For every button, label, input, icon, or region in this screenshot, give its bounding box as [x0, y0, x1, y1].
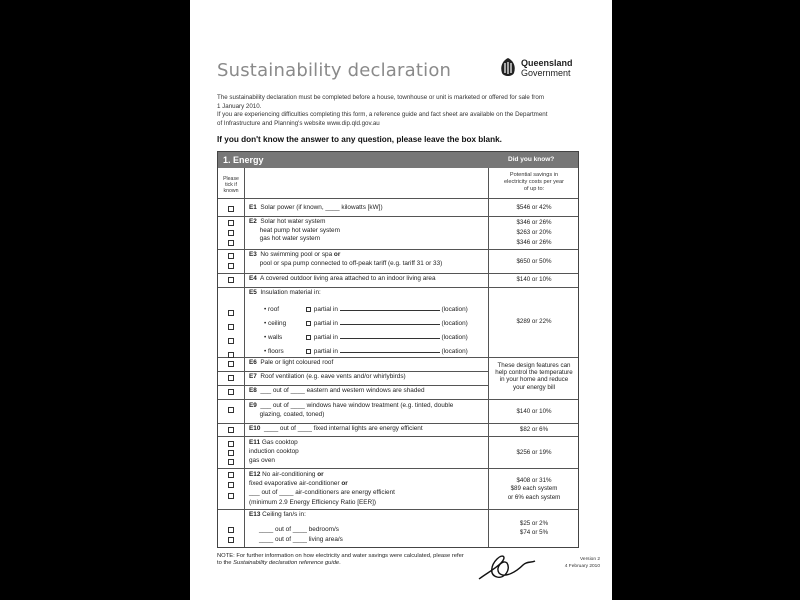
- row-divider: [218, 357, 578, 358]
- e13-living-checkbox[interactable]: [228, 537, 234, 543]
- row-divider: [218, 509, 578, 510]
- section-header: [218, 152, 578, 168]
- please-tick-header: [218, 176, 244, 194]
- insulation-label: • walls: [264, 334, 283, 341]
- item-text: fixed evaporative air-conditioner: [249, 480, 342, 488]
- location-label: (location): [441, 348, 468, 355]
- e5-item-heading: [249, 289, 321, 298]
- header-line: Please: [223, 176, 239, 182]
- intro-line: If you are experiencing difficulties completing this form, a reference guide and fact sheet are available on the Department: [217, 111, 548, 119]
- partial-label: partial in: [313, 348, 338, 355]
- version-info: [550, 557, 600, 570]
- item-text: glazing, coated, toned): [259, 410, 325, 418]
- e5-roof-location-field[interactable]: [340, 305, 440, 311]
- e13-item-heading: [249, 511, 306, 520]
- potential-savings-header: [490, 172, 578, 192]
- row-divider: [218, 423, 578, 424]
- partial-label: partial in: [313, 320, 338, 327]
- page-title: Sustainability declaration: [217, 60, 452, 81]
- header-line: known: [223, 188, 239, 194]
- e12-efficient-checkbox[interactable]: [228, 493, 234, 499]
- declaration-page: [190, 0, 612, 600]
- location-label: (location): [441, 320, 468, 327]
- e2-solar-checkbox[interactable]: [228, 220, 234, 226]
- insulation-label: • floors: [264, 348, 284, 355]
- design-features-note: [490, 362, 578, 391]
- signature-scribble: [477, 549, 537, 585]
- note-line: These design features can: [497, 362, 571, 369]
- note-line: [217, 560, 517, 567]
- item-code: E2: [249, 218, 257, 225]
- e1-checkbox[interactable]: [228, 206, 234, 212]
- item-text: No swimming pool or spa: [260, 251, 334, 258]
- item-code: E7: [249, 373, 257, 380]
- e5-walls-checkbox[interactable]: [228, 338, 234, 344]
- e2-item: [249, 218, 340, 244]
- e5-ceiling-location-field[interactable]: [340, 319, 440, 325]
- e5-ceiling-partial-checkbox[interactable]: [306, 321, 311, 326]
- item-code: E10: [249, 425, 261, 432]
- item-text: heat pump hot water system: [259, 226, 340, 234]
- item-text: Solar hot water system: [260, 218, 326, 225]
- item-text: ____ out of ____ living area/s: [259, 536, 343, 543]
- item-text: gas hot water system: [259, 235, 321, 243]
- or-word: or: [317, 471, 324, 478]
- e9-saving: $140 or 10%: [516, 408, 552, 415]
- e5-walls-location-field[interactable]: [340, 333, 440, 339]
- row-divider: [218, 399, 578, 400]
- item-text: Pale or light coloured roof: [260, 359, 334, 366]
- e5-row-walls: [264, 333, 468, 343]
- e7-item: [249, 373, 406, 382]
- item-code: E6: [249, 359, 257, 366]
- energy-form-table: [217, 151, 579, 548]
- e6-item: [249, 359, 333, 368]
- item-text: ___ out of ____ eastern and western windows are shaded: [260, 387, 425, 394]
- header-line: electricity costs per year: [504, 178, 564, 185]
- item-text: Solar power (if known, ____ kilowatts [kW]): [260, 204, 383, 211]
- row-divider: [218, 436, 578, 437]
- e5-floors-partial-checkbox[interactable]: [306, 349, 311, 354]
- e11-item: [249, 438, 299, 465]
- note-text: to the: [217, 560, 234, 567]
- row-divider: [218, 273, 578, 274]
- item-text: Insulation material in:: [260, 289, 321, 296]
- saving-value: $346 or 26%: [516, 219, 552, 226]
- item-code: E9: [249, 402, 257, 409]
- footer-note: [217, 553, 517, 568]
- header-line: Potential savings in: [509, 172, 559, 178]
- saving-value: $263 or 20%: [516, 229, 552, 236]
- item-code: E8: [249, 387, 257, 394]
- e11-induction-checkbox[interactable]: [228, 450, 234, 456]
- row-divider: [218, 216, 578, 217]
- saving-value: $408 or 31%: [516, 477, 552, 484]
- e12-item: [249, 470, 395, 507]
- e6-checkbox[interactable]: [228, 361, 234, 367]
- location-label: (location): [441, 306, 468, 313]
- did-you-know-heading: Did you know?: [508, 156, 555, 163]
- e1-item: [249, 204, 383, 213]
- saving-value: $346 or 26%: [516, 239, 552, 246]
- e2-gas-checkbox[interactable]: [228, 240, 234, 246]
- row-divider: [218, 468, 578, 469]
- e8-checkbox[interactable]: [228, 389, 234, 395]
- intro-text: [217, 94, 567, 128]
- intro-line: 1 January 2010.: [217, 102, 262, 110]
- e5-floors-checkbox: [228, 352, 234, 358]
- e3-no-pool-checkbox[interactable]: [228, 253, 234, 259]
- e5-saving: $289 or 22%: [516, 318, 552, 325]
- insulation-label: • roof: [264, 306, 280, 313]
- item-text: ___ out of ____ air-conditioners are energy efficient: [249, 489, 395, 497]
- item-text: ____ out of ____ bedroom/s: [259, 526, 339, 533]
- version-label: Version 2: [579, 557, 600, 562]
- e10-saving: $82 or 6%: [519, 426, 549, 433]
- intro-line: of Infrastructure and Planning's website www.dip.qld.gov.au: [217, 119, 380, 127]
- insulation-label: • ceiling: [264, 320, 287, 327]
- row-divider: [218, 385, 488, 386]
- e2-heat-pump-checkbox[interactable]: [228, 230, 234, 236]
- e5-row-ceiling: [264, 319, 468, 329]
- partial-label: partial in: [313, 306, 338, 313]
- e5-row-roof: [264, 305, 468, 315]
- e11-saving: $256 or 19%: [516, 449, 552, 456]
- instruction-text: If you don't know the answer to any question, please leave the box blank.: [217, 135, 502, 144]
- intro-line: The sustainability declaration must be completed before a house, townhouse or unit is marketed or offered for sale from: [217, 94, 544, 101]
- row-divider: [218, 249, 578, 250]
- e3-item: [249, 251, 442, 268]
- e13-bedroom-checkbox[interactable]: [228, 527, 234, 533]
- item-text: ___ out of ____ windows have window treatment (e.g. tinted, double: [260, 402, 454, 409]
- section-title: 1. Energy: [223, 155, 264, 165]
- saving-value: $25 or 2%: [519, 520, 549, 527]
- e10-checkbox[interactable]: [228, 427, 234, 433]
- item-text: induction cooktop: [249, 448, 299, 455]
- row-divider: [218, 371, 488, 372]
- e5-roof-checkbox[interactable]: [228, 310, 234, 316]
- note-line: help control the temperature: [495, 369, 573, 377]
- item-text: ____ out of ____ fixed internal lights are energy efficient: [263, 425, 423, 432]
- item-text: pool or spa pump connected to off-peak tariff (e.g. tariff 31 or 33): [259, 259, 443, 267]
- note-line: in your home and reduce: [499, 376, 569, 384]
- e4-checkbox[interactable]: [228, 277, 234, 283]
- e4-item: [249, 275, 436, 284]
- e5-floors-location-field[interactable]: [340, 347, 440, 353]
- note-line: your energy bill: [513, 383, 555, 391]
- item-code: E12: [249, 471, 261, 478]
- e8-item: [249, 387, 425, 396]
- item-text: A covered outdoor living area attached to an indoor living area: [260, 275, 436, 282]
- item-text: (minimum 2.9 Energy Efficiency Ratio [EER]): [249, 498, 377, 506]
- saving-value: $89 each system: [510, 485, 558, 493]
- partial-label: partial in: [313, 334, 338, 341]
- e1-saving: $546 or 42%: [516, 204, 552, 211]
- e12-no-aircon-checkbox[interactable]: [228, 472, 234, 478]
- logo-text-government: Government: [521, 68, 571, 78]
- item-text: No air-conditioning: [262, 471, 318, 478]
- or-word: or: [333, 251, 341, 258]
- e5-ceiling-checkbox[interactable]: [228, 324, 234, 330]
- e11-gas-cooktop-checkbox[interactable]: [228, 441, 234, 447]
- or-word: or: [341, 480, 348, 488]
- e12-savings: [490, 477, 578, 502]
- e5-roof-partial-checkbox[interactable]: [306, 307, 311, 312]
- e5-walls-partial-checkbox[interactable]: [306, 335, 311, 340]
- header-line: of up to:: [523, 185, 545, 192]
- reference-guide-title: Sustainability declaration reference guide: [233, 560, 340, 567]
- header-line: tick if: [225, 182, 237, 188]
- e9-item: [249, 402, 453, 419]
- e12-evaporative-checkbox[interactable]: [228, 482, 234, 488]
- note-line: NOTE: For further information on how electricity and water savings were calculated, please refer: [217, 553, 464, 559]
- queensland-crest-icon: [499, 57, 517, 79]
- item-text: Ceiling fan/s in:: [262, 511, 306, 518]
- version-date: 4 February 2010: [564, 563, 600, 569]
- item-code: E3: [249, 251, 257, 258]
- item-text: Roof ventilation (e.g. eave vents and/or whirlybirds): [260, 373, 406, 380]
- saving-value: or 6% each system: [507, 493, 561, 501]
- item-code: E11: [249, 439, 261, 446]
- e5-row-floors: [264, 347, 468, 357]
- queensland-government-logo: [499, 55, 579, 85]
- location-label: (location): [441, 334, 468, 341]
- e3-saving: $650 or 50%: [516, 258, 552, 265]
- e11-gas-oven-checkbox[interactable]: [228, 459, 234, 465]
- e9-checkbox[interactable]: [228, 407, 234, 413]
- item-code: E4: [249, 275, 257, 282]
- note-text: .: [339, 560, 341, 567]
- row-divider: [218, 198, 578, 199]
- logo-text-queensland: Queensland: [521, 58, 573, 68]
- e13-savings: [490, 519, 578, 538]
- e7-checkbox[interactable]: [228, 375, 234, 381]
- item-code: E13: [249, 511, 261, 518]
- item-text: Gas cooktop: [261, 439, 298, 446]
- e2-savings: [490, 218, 578, 248]
- e10-item: [249, 425, 423, 434]
- item-code: E5: [249, 289, 257, 296]
- e3-pump-checkbox[interactable]: [228, 263, 234, 269]
- item-text: gas oven: [249, 457, 275, 464]
- item-code: E1: [249, 204, 257, 211]
- e4-saving: $140 or 10%: [516, 276, 552, 283]
- saving-value: $74 or 5%: [519, 529, 549, 537]
- row-divider: [218, 287, 578, 288]
- e13-lines: [259, 525, 343, 545]
